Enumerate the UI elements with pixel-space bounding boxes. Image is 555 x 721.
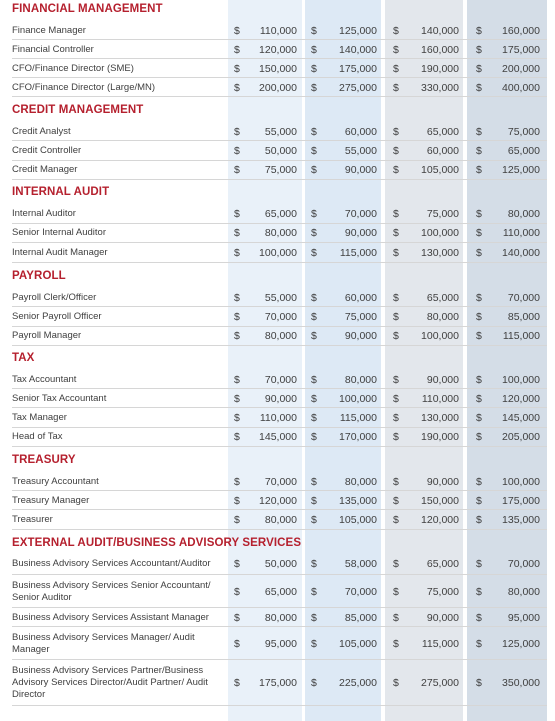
salary-value: 65,000 (264, 207, 297, 220)
salary-value: 80,000 (426, 310, 459, 323)
currency-symbol: $ (311, 392, 317, 405)
section-title: TAX (12, 352, 35, 364)
table-row (0, 428, 555, 447)
table-row (0, 510, 555, 529)
salary-value: 115,000 (502, 330, 540, 343)
currency-symbol: $ (393, 637, 399, 650)
currency-symbol: $ (234, 431, 240, 444)
role-name: Senior Payroll Officer (12, 310, 102, 322)
salary-value: 150,000 (259, 62, 297, 75)
role-name: CFO/Finance Director (SME) (12, 62, 134, 74)
section-title: TREASURY (12, 454, 76, 466)
currency-symbol: $ (476, 330, 482, 343)
salary-value: 80,000 (264, 513, 297, 526)
currency-symbol: $ (476, 125, 482, 138)
currency-symbol: $ (393, 81, 399, 94)
currency-symbol: $ (311, 144, 317, 157)
salary-value: 120,000 (259, 494, 297, 507)
role-name: Credit Manager (12, 164, 78, 176)
currency-symbol: $ (393, 494, 399, 507)
currency-symbol: $ (476, 144, 482, 157)
currency-symbol: $ (476, 62, 482, 75)
salary-value: 200,000 (259, 81, 297, 94)
salary-value: 225,000 (339, 677, 377, 689)
table-row (0, 78, 555, 97)
currency-symbol: $ (476, 677, 482, 689)
role-name: Payroll Manager (12, 330, 82, 342)
currency-symbol: $ (311, 62, 317, 75)
currency-symbol: $ (393, 144, 399, 157)
currency-symbol: $ (393, 475, 399, 488)
salary-value: 160,000 (502, 24, 540, 37)
currency-symbol: $ (393, 611, 399, 624)
currency-symbol: $ (393, 164, 399, 177)
role-name: CFO/Finance Director (Large/MN) (12, 81, 156, 93)
salary-value: 130,000 (421, 246, 459, 259)
table-row (0, 40, 555, 59)
salary-value: 75,000 (507, 125, 540, 138)
salary-value: 275,000 (339, 81, 377, 94)
salary-value: 120,000 (259, 43, 297, 56)
currency-symbol: $ (393, 310, 399, 323)
salary-value: 145,000 (502, 411, 540, 424)
currency-symbol: $ (393, 207, 399, 220)
salary-value: 58,000 (344, 558, 377, 570)
currency-symbol: $ (393, 291, 399, 304)
currency-symbol: $ (234, 585, 240, 598)
role-name: Head of Tax (12, 431, 63, 443)
currency-symbol: $ (311, 227, 317, 240)
currency-symbol: $ (234, 411, 240, 424)
role-name: Internal Audit Manager (12, 246, 108, 258)
role-name: Treasurer (12, 513, 53, 525)
currency-symbol: $ (234, 373, 240, 386)
salary-value: 60,000 (426, 144, 459, 157)
role-name: Tax Accountant (12, 373, 77, 385)
currency-symbol: $ (476, 411, 482, 424)
currency-symbol: $ (234, 291, 240, 304)
salary-value: 190,000 (421, 431, 459, 444)
role-name: Payroll Clerk/Officer (12, 291, 97, 303)
currency-symbol: $ (234, 310, 240, 323)
currency-symbol: $ (476, 513, 482, 526)
salary-value: 95,000 (507, 611, 540, 624)
currency-symbol: $ (393, 24, 399, 37)
table-row (0, 627, 555, 660)
role-name: Treasury Accountant (12, 475, 99, 487)
currency-symbol: $ (234, 43, 240, 56)
currency-symbol: $ (476, 81, 482, 94)
table-row (0, 224, 555, 244)
currency-symbol: $ (476, 227, 482, 240)
table-row (0, 307, 555, 326)
currency-symbol: $ (393, 125, 399, 138)
salary-value: 120,000 (502, 392, 540, 405)
currency-symbol: $ (311, 164, 317, 177)
currency-symbol: $ (311, 125, 317, 138)
currency-symbol: $ (393, 513, 399, 526)
salary-value: 80,000 (264, 227, 297, 240)
salary-value: 65,000 (264, 585, 297, 598)
salary-value: 160,000 (421, 43, 459, 56)
table-row (0, 21, 555, 40)
salary-value: 110,000 (421, 392, 459, 405)
table-row (0, 204, 555, 224)
salary-value: 75,000 (426, 207, 459, 220)
table-row (0, 161, 555, 180)
salary-value: 70,000 (264, 310, 297, 323)
role-name: Financial Controller (12, 43, 94, 55)
table-row (0, 491, 555, 510)
currency-symbol: $ (476, 585, 482, 598)
currency-symbol: $ (393, 431, 399, 444)
salary-value: 80,000 (344, 475, 377, 488)
salary-value: 115,000 (339, 246, 377, 259)
currency-symbol: $ (393, 558, 399, 570)
currency-symbol: $ (476, 392, 482, 405)
currency-symbol: $ (393, 43, 399, 56)
row-divider (12, 179, 547, 180)
currency-symbol: $ (311, 558, 317, 570)
currency-symbol: $ (234, 558, 240, 570)
currency-symbol: $ (476, 246, 482, 259)
salary-value: 100,000 (421, 330, 459, 343)
salary-value: 140,000 (502, 246, 540, 259)
salary-value: 90,000 (344, 164, 377, 177)
table-row (0, 243, 555, 263)
role-name: Tax Manager (12, 411, 67, 423)
role-name: Business Advisory Services Assistant Manager (12, 611, 209, 623)
section-title: FINANCIAL MANAGEMENT (12, 3, 163, 15)
currency-symbol: $ (234, 513, 240, 526)
salary-value: 100,000 (502, 373, 540, 386)
table-row (0, 472, 555, 491)
salary-value: 140,000 (421, 24, 459, 37)
currency-symbol: $ (311, 330, 317, 343)
role-name: Business Advisory Services Senior Accountant/ Senior Auditor (12, 579, 211, 603)
currency-symbol: $ (393, 330, 399, 343)
role-name: Internal Auditor (12, 207, 76, 219)
salary-value: 140,000 (339, 43, 377, 56)
table-row (0, 608, 555, 627)
currency-symbol: $ (311, 43, 317, 56)
salary-value: 85,000 (344, 611, 377, 624)
role-name: Credit Analyst (12, 125, 71, 137)
salary-value: 90,000 (426, 611, 459, 624)
salary-value: 70,000 (507, 291, 540, 304)
currency-symbol: $ (476, 207, 482, 220)
salary-value: 190,000 (421, 62, 459, 75)
salary-value: 105,000 (421, 164, 459, 177)
salary-value: 80,000 (507, 585, 540, 598)
row-divider (12, 529, 547, 530)
salary-value: 150,000 (421, 494, 459, 507)
role-name: Treasury Manager (12, 494, 90, 506)
role-name: Finance Manager (12, 24, 86, 36)
row-divider (12, 446, 547, 447)
currency-symbol: $ (234, 677, 240, 689)
salary-value: 135,000 (339, 494, 377, 507)
salary-value: 80,000 (344, 373, 377, 386)
currency-symbol: $ (476, 43, 482, 56)
currency-symbol: $ (476, 310, 482, 323)
table-row (0, 288, 555, 307)
table-row (0, 141, 555, 160)
currency-symbol: $ (476, 494, 482, 507)
salary-value: 80,000 (507, 207, 540, 220)
salary-value: 110,000 (502, 227, 540, 240)
section-title: CREDIT MANAGEMENT (12, 104, 144, 116)
currency-symbol: $ (311, 207, 317, 220)
currency-symbol: $ (476, 24, 482, 37)
currency-symbol: $ (234, 392, 240, 405)
salary-value: 125,000 (502, 164, 540, 177)
row-divider (12, 705, 547, 706)
role-name: Senior Tax Accountant (12, 392, 107, 404)
salary-value: 90,000 (344, 227, 377, 240)
salary-value: 75,000 (264, 164, 297, 177)
currency-symbol: $ (393, 373, 399, 386)
currency-symbol: $ (234, 475, 240, 488)
currency-symbol: $ (234, 637, 240, 650)
salary-value: 130,000 (421, 411, 459, 424)
currency-symbol: $ (311, 513, 317, 526)
salary-value: 115,000 (421, 637, 459, 650)
row-divider (12, 262, 547, 263)
salary-value: 115,000 (339, 411, 377, 424)
currency-symbol: $ (393, 392, 399, 405)
section-title: PAYROLL (12, 270, 66, 282)
currency-symbol: $ (311, 677, 317, 689)
salary-value: 90,000 (264, 392, 297, 405)
salary-value: 100,000 (502, 475, 540, 488)
salary-value: 55,000 (344, 144, 377, 157)
salary-value: 55,000 (264, 291, 297, 304)
salary-value: 60,000 (344, 291, 377, 304)
salary-value: 330,000 (421, 81, 459, 94)
currency-symbol: $ (393, 227, 399, 240)
salary-value: 125,000 (339, 24, 377, 37)
role-name: Business Advisory Services Accountant/Auditor (12, 558, 211, 569)
salary-value: 70,000 (264, 475, 297, 488)
table-row (0, 575, 555, 608)
table-row (0, 660, 555, 706)
currency-symbol: $ (311, 475, 317, 488)
currency-symbol: $ (234, 611, 240, 624)
salary-value: 80,000 (264, 330, 297, 343)
currency-symbol: $ (234, 164, 240, 177)
currency-symbol: $ (234, 330, 240, 343)
role-name: Business Advisory Services Manager/ Audit Manager (12, 631, 195, 655)
salary-value: 70,000 (507, 558, 540, 570)
salary-value: 50,000 (264, 558, 297, 570)
currency-symbol: $ (393, 246, 399, 259)
salary-value: 65,000 (426, 558, 459, 570)
currency-symbol: $ (311, 585, 317, 598)
salary-value: 100,000 (339, 392, 377, 405)
row-divider (12, 96, 547, 97)
currency-symbol: $ (234, 246, 240, 259)
salary-value: 145,000 (259, 431, 297, 444)
salary-value: 200,000 (502, 62, 540, 75)
table-row (0, 59, 555, 78)
currency-symbol: $ (476, 164, 482, 177)
currency-symbol: $ (234, 227, 240, 240)
role-name: Business Advisory Services Partner/Business Advisory Services Director/Audit Partner/ Audit Director (12, 665, 208, 700)
salary-value: 70,000 (264, 373, 297, 386)
table-row (0, 122, 555, 141)
currency-symbol: $ (393, 585, 399, 598)
currency-symbol: $ (476, 291, 482, 304)
salary-value: 135,000 (502, 513, 540, 526)
currency-symbol: $ (234, 207, 240, 220)
salary-value: 75,000 (426, 585, 459, 598)
salary-value: 105,000 (339, 637, 377, 650)
salary-value: 60,000 (344, 125, 377, 138)
currency-symbol: $ (393, 411, 399, 424)
currency-symbol: $ (311, 431, 317, 444)
salary-value: 110,000 (259, 24, 297, 37)
currency-symbol: $ (476, 373, 482, 386)
salary-value: 275,000 (421, 677, 459, 689)
table-row (0, 408, 555, 427)
currency-symbol: $ (476, 475, 482, 488)
currency-symbol: $ (476, 637, 482, 650)
salary-value: 170,000 (339, 431, 377, 444)
currency-symbol: $ (234, 125, 240, 138)
salary-value: 50,000 (264, 144, 297, 157)
salary-value: 65,000 (507, 144, 540, 157)
currency-symbol: $ (476, 431, 482, 444)
currency-symbol: $ (234, 24, 240, 37)
table-row (0, 389, 555, 408)
salary-value: 110,000 (259, 411, 297, 424)
salary-value: 175,000 (502, 494, 540, 507)
salary-value: 90,000 (426, 475, 459, 488)
salary-value: 90,000 (344, 330, 377, 343)
salary-value: 85,000 (507, 310, 540, 323)
salary-value: 70,000 (344, 585, 377, 598)
currency-symbol: $ (311, 24, 317, 37)
currency-symbol: $ (234, 81, 240, 94)
currency-symbol: $ (311, 310, 317, 323)
salary-value: 65,000 (426, 125, 459, 138)
currency-symbol: $ (234, 494, 240, 507)
currency-symbol: $ (311, 411, 317, 424)
salary-value: 100,000 (421, 227, 459, 240)
section-title: EXTERNAL AUDIT/BUSINESS ADVISORY SERVICES (12, 537, 302, 549)
currency-symbol: $ (476, 611, 482, 624)
salary-value: 90,000 (426, 373, 459, 386)
table-row (0, 553, 555, 575)
currency-symbol: $ (393, 62, 399, 75)
role-name: Credit Controller (12, 144, 82, 156)
currency-symbol: $ (393, 677, 399, 689)
currency-symbol: $ (311, 291, 317, 304)
currency-symbol: $ (311, 81, 317, 94)
salary-value: 120,000 (421, 513, 459, 526)
currency-symbol: $ (311, 246, 317, 259)
salary-value: 55,000 (264, 125, 297, 138)
table-row (0, 327, 555, 346)
salary-value: 95,000 (264, 637, 297, 650)
salary-value: 105,000 (339, 513, 377, 526)
salary-value: 75,000 (344, 310, 377, 323)
currency-symbol: $ (311, 637, 317, 650)
table-row (0, 370, 555, 389)
salary-value: 65,000 (426, 291, 459, 304)
currency-symbol: $ (234, 62, 240, 75)
salary-value: 205,000 (502, 431, 540, 444)
currency-symbol: $ (311, 494, 317, 507)
salary-value: 175,000 (339, 62, 377, 75)
salary-value: 70,000 (344, 207, 377, 220)
currency-symbol: $ (234, 144, 240, 157)
salary-value: 350,000 (502, 677, 540, 689)
currency-symbol: $ (311, 373, 317, 386)
currency-symbol: $ (476, 558, 482, 570)
salary-value: 175,000 (259, 677, 297, 689)
currency-symbol: $ (311, 611, 317, 624)
role-name: Senior Internal Auditor (12, 227, 107, 239)
row-divider (12, 345, 547, 346)
salary-value: 400,000 (502, 81, 540, 94)
salary-value: 125,000 (502, 637, 540, 650)
salary-value: 175,000 (502, 43, 540, 56)
salary-value: 80,000 (264, 611, 297, 624)
section-title: INTERNAL AUDIT (12, 186, 110, 198)
salary-value: 100,000 (259, 246, 297, 259)
